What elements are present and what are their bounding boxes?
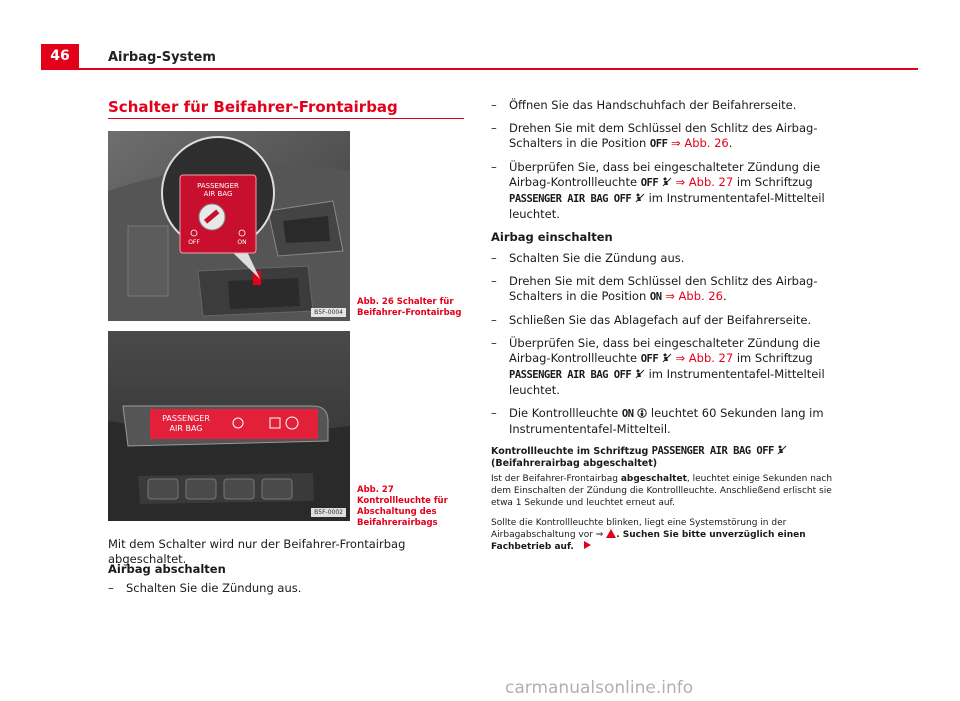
- indicator-heading: Kontrollleuchte im Schriftzug PASSENGER AIR BAG OFF (Beifahrerairbag abgeschaltet): [491, 445, 851, 470]
- list-item-text: Drehen Sie mit dem Schlüssel den Schlitz des Airbag-Schalters in die Position OFF ⇒ Abb. 26.: [509, 121, 818, 150]
- list-item-text: Die Kontrollleuchte ON leuchtet 60 Sekunden lang im Instrumententafel-Mittelteil.: [509, 406, 824, 436]
- figure-reference-link[interactable]: ⇒ Abb. 26: [667, 136, 729, 150]
- indicator-paragraph: Ist der Beifahrer-Frontairbag abgeschaltet, leuchtet einige Sekunden nach dem Einschalten der Zündung die Kontrollleuchte. Anschließend erlischt sie etwa 1 Sekunde und leuchtet erneut auf.: [491, 474, 833, 508]
- figure-caption: Abb. 27 Kontrollleuchte für Abschaltung des Beifahrerairbags: [357, 485, 448, 528]
- dash-bullet: –: [491, 160, 497, 174]
- passenger-airbag-off-label: PASSENGER AIR BAG OFF: [509, 369, 632, 381]
- warning-paragraph: Sollte die Kontrollleuchte blinken, liegt eine Systemstörung in der Airbagabschaltung vor ⇒ . Suchen Sie bitte unverzüglich einen Fachbetrieb auf.: [491, 518, 806, 552]
- continue-arrow-icon: [584, 541, 591, 549]
- list-item: [491, 274, 851, 305]
- dash-bullet: –: [108, 581, 114, 595]
- figure-caption: Abb. 26 Schalter für Beifahrer-Frontairbag: [357, 297, 462, 318]
- figure-reference-link[interactable]: ⇒ Abb. 27: [671, 175, 734, 189]
- section-rule: [108, 118, 464, 119]
- list-item: [491, 336, 851, 398]
- off-label: OFF: [640, 353, 659, 365]
- panel-text-on: ON: [237, 239, 247, 246]
- list-item-text: Drehen Sie mit dem Schlüssel den Schlitz des Airbag-Schalters in die Position ON ⇒ Abb. 26.: [509, 274, 818, 303]
- indicator-text-passenger: PASSENGER: [162, 414, 210, 423]
- list-item-text: Öffnen Sie das Handschuhfach der Beifahrerseite.: [509, 98, 797, 112]
- figure-code: B5F-0002: [311, 508, 346, 517]
- warning-icon[interactable]: [606, 529, 616, 538]
- figure-airbag-switch: [108, 131, 350, 321]
- panel-text-off: OFF: [188, 239, 200, 246]
- dash-bullet: –: [491, 336, 497, 350]
- list-item: [491, 98, 851, 113]
- on-label: ON: [621, 408, 634, 420]
- panel-text-passenger: PASSENGER: [197, 182, 239, 190]
- list-item: [491, 313, 851, 328]
- dash-bullet: –: [491, 251, 497, 265]
- dash-bullet: –: [491, 406, 497, 420]
- airbag-indicator-illustration: [108, 331, 350, 521]
- right-column: [491, 98, 851, 553]
- airbag-off-icon: [635, 193, 645, 203]
- list-item: [491, 251, 851, 266]
- airbag-off-icon: [635, 369, 645, 379]
- airbag-off-icon: [777, 445, 787, 455]
- figure-code: B5F-0004: [311, 308, 346, 317]
- list-item: [491, 121, 851, 152]
- indicator-text-airbag: AIR BAG: [169, 424, 203, 433]
- list-item-text: Schalten Sie die Zündung aus.: [126, 581, 302, 595]
- subsection-heading: Airbag einschalten: [491, 230, 613, 244]
- list-item: [491, 160, 851, 222]
- figure-reference-link[interactable]: ⇒ Abb. 27: [671, 351, 734, 365]
- off-label: OFF: [649, 138, 668, 150]
- list-item-text: Schalten Sie die Zündung aus.: [509, 251, 685, 265]
- figure-airbag-indicator: [108, 331, 350, 521]
- page-number: 46: [41, 44, 79, 68]
- section-title: Schalter für Beifahrer-Frontairbag: [108, 98, 398, 116]
- header-rule: [41, 68, 918, 70]
- subsection-heading: Airbag abschalten: [108, 562, 226, 576]
- dash-bullet: –: [491, 98, 497, 112]
- off-label: OFF: [640, 177, 659, 189]
- airbag-on-icon: [637, 408, 647, 418]
- airbag-off-icon: [662, 353, 672, 363]
- list-item-text: Überprüfen Sie, dass bei eingeschalteter Zündung die Airbag-Kontrollleuchte OFF ⇒ Abb. 27 im Schriftzug PASSENGER AIR BAG OFF im Instrumententafel-Mittelteil leuchtet.: [509, 160, 825, 221]
- list-item-text: Überprüfen Sie, dass bei eingeschalteter Zündung die Airbag-Kontrollleuchte OFF ⇒ Abb. 27 im Schriftzug PASSENGER AIR BAG OFF im Instrumententafel-Mittelteil leuchtet.: [509, 336, 825, 397]
- header-title: Airbag-System: [108, 50, 216, 65]
- airbag-off-icon: [662, 177, 672, 187]
- dash-bullet: –: [491, 121, 497, 135]
- list-item: [491, 406, 851, 437]
- dash-bullet: –: [491, 274, 497, 288]
- intro-paragraph: Mit dem Schalter wird nur der Beifahrer-Frontairbag abgeschaltet.: [108, 537, 406, 566]
- on-label: ON: [649, 291, 662, 303]
- airbag-switch-illustration: [108, 131, 350, 321]
- watermark: carmanualsonline.info: [505, 678, 694, 698]
- passenger-airbag-off-label: PASSENGER AIR BAG OFF: [651, 445, 774, 457]
- figure-reference-link[interactable]: ⇒ Abb. 26: [661, 289, 723, 303]
- list-item: [108, 581, 468, 596]
- panel-text-airbag: AIR BAG: [203, 190, 233, 198]
- list-item-text: Schließen Sie das Ablagefach auf der Beifahrerseite.: [509, 313, 812, 327]
- dash-bullet: –: [491, 313, 497, 327]
- passenger-airbag-off-label: PASSENGER AIR BAG OFF: [509, 193, 632, 205]
